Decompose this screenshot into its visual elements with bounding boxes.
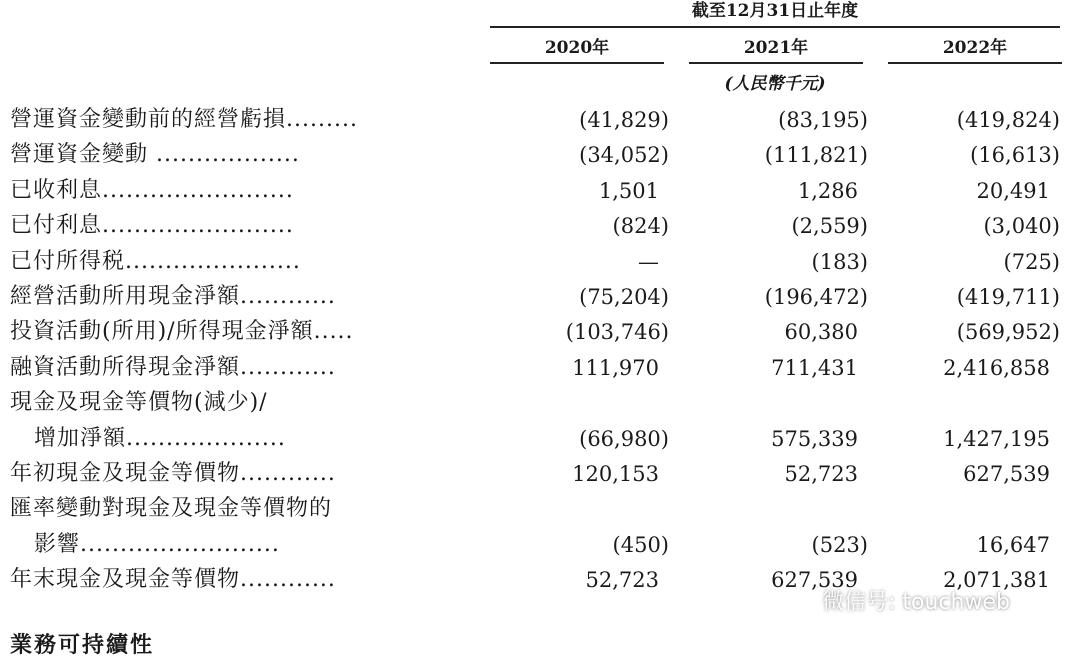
value-2021: (2,559) [791, 214, 868, 238]
table-row [0, 315, 1080, 349]
row-label: 投資活動(所用)/所得現金淨額..... [10, 319, 354, 344]
value-2021: (523) [811, 533, 868, 557]
row-label: 影響......................... [34, 532, 280, 557]
value-2020: 111,970 [572, 356, 659, 380]
value-2020: — [638, 250, 659, 274]
year-header-2021: 2021年 [689, 36, 863, 64]
value-2020: (450) [612, 533, 669, 557]
value-2020: (824) [612, 214, 669, 238]
value-2020: (103,746) [565, 320, 669, 344]
value-2020: (75,204) [579, 285, 669, 309]
row-label: 年末現金及現金等價物............ [10, 567, 336, 592]
table-row [0, 457, 1080, 491]
table-row [0, 492, 1080, 526]
table-row [0, 386, 1080, 420]
value-2022: (419,824) [956, 108, 1060, 132]
value-2020: 120,153 [572, 462, 659, 486]
table-row [0, 351, 1080, 385]
table-row [0, 103, 1080, 137]
table-row [0, 528, 1080, 562]
row-label: 匯率變動對現金及現金等價物的 [10, 496, 333, 521]
value-2022: (3,040) [983, 214, 1060, 238]
row-label: 增加淨額.................... [34, 426, 286, 451]
year-header-2020: 2020年 [490, 36, 664, 64]
value-2020: 1,501 [598, 179, 659, 203]
value-2021: 60,380 [784, 320, 858, 344]
table-row [0, 280, 1080, 314]
table-row [0, 209, 1080, 243]
table-row [0, 174, 1080, 208]
period-header: 截至12月31日止年度 [490, 0, 1060, 28]
row-label: 年初現金及現金等價物............ [10, 461, 336, 486]
value-2022: 20,491 [976, 179, 1050, 203]
value-2020: (41,829) [579, 108, 669, 132]
watermark [780, 584, 1010, 616]
value-2022: (419,711) [956, 285, 1060, 309]
value-2022: (725) [1003, 250, 1060, 274]
value-2021: 575,339 [771, 427, 858, 451]
row-label: 已收利息........................ [10, 178, 294, 203]
table-row [0, 138, 1080, 172]
value-2022: 2,416,858 [943, 356, 1050, 380]
value-2021: (111,821) [764, 143, 868, 167]
table-row [0, 245, 1080, 279]
value-2021: 711,431 [771, 356, 858, 380]
value-2021: 627,539 [771, 568, 858, 592]
value-2022: (16,613) [970, 143, 1060, 167]
value-2021: 1,286 [797, 179, 858, 203]
row-label: 現金及現金等價物(減少)/ [10, 390, 268, 415]
value-2021: (183) [811, 250, 868, 274]
row-label: 融資活動所得現金淨額............ [10, 355, 336, 380]
value-2021: 52,723 [784, 462, 858, 486]
value-2022: 627,539 [963, 462, 1050, 486]
value-2022: (569,952) [956, 320, 1060, 344]
table-row [0, 422, 1080, 456]
row-label: 經營活動所用現金淨額............ [10, 284, 336, 309]
value-2022: 16,647 [976, 533, 1050, 557]
value-2022: 2,071,381 [943, 568, 1050, 592]
value-2020: 52,723 [585, 568, 659, 592]
year-header-2022: 2022年 [888, 36, 1062, 64]
value-2021: (83,195) [778, 108, 868, 132]
currency-unit: (人民幣千元) [724, 74, 826, 94]
next-section-heading: 業務可持續性 [10, 632, 155, 658]
row-label: 已付利息........................ [10, 213, 294, 238]
row-label: 已付所得税...................... [10, 249, 301, 274]
value-2022: 1,427,195 [943, 427, 1050, 451]
wechat-icon [780, 586, 816, 614]
row-label: 營運資金變動前的經營虧損......... [10, 107, 358, 132]
watermark-text: 微信号: touchweb [822, 589, 1010, 615]
row-label: 營運資金變動 .................. [10, 142, 300, 167]
value-2020: (66,980) [579, 427, 669, 451]
value-2020: (34,052) [579, 143, 669, 167]
value-2021: (196,472) [764, 285, 868, 309]
